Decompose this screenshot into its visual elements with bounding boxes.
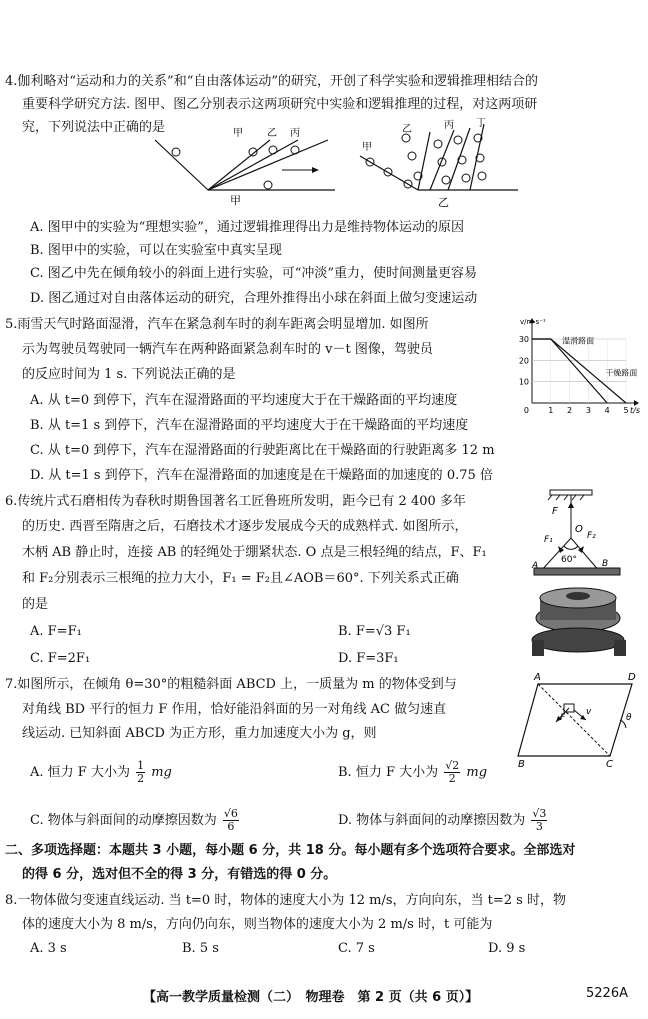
x-tick-label: 3: [585, 406, 591, 415]
y-axis-label: v/m·s⁻¹: [520, 318, 546, 326]
q6-stem-line-4: 和 F₂分别表示三根绳的拉力大小，F₁ = F₂且∠AOB＝60°. 下列关系式正确: [22, 571, 459, 586]
q8-option-d: D. 9 s: [488, 941, 526, 956]
q7-option-b-den: 2: [448, 772, 456, 785]
series-label-wet: 湿滑路面: [562, 336, 595, 346]
figure-jia: [150, 124, 340, 214]
yi-mark-3: 丙: [444, 120, 454, 131]
q8-stem-line-2: 体的速度大小为 8 m/s，方向仍向东，则当物体的速度大小为 2 m/s 时，t 可能为: [22, 917, 493, 932]
series-label-dry: 干燥路面: [605, 368, 638, 378]
q7-option-a-fraction: [136, 760, 145, 785]
incline-label-v: v: [586, 707, 592, 717]
origin-label: 0: [523, 406, 529, 415]
vt-labels: [520, 318, 640, 415]
q7-option-d: [338, 808, 549, 833]
q6-option-b: B. F=√3 F₁: [338, 624, 411, 639]
x-tick-label: 1: [548, 406, 554, 415]
incline-label-d: D: [628, 672, 636, 683]
section2-line-2: 的得 6 分，选对但不全的得 3 分，有错选的得 0 分。: [22, 867, 337, 882]
q7-option-a-prefix: A. 恒力 F 大小为: [30, 765, 130, 780]
q6-option-d: D. F=3F₁: [338, 651, 399, 666]
vt-chart: [514, 315, 648, 415]
q7-option-c-den: 6: [227, 820, 235, 833]
q5-option-d: D. 从 t=1 s 到停下，汽车在湿滑路面的加速度是在干燥路面的加速度的 0.75 倍: [30, 468, 493, 483]
q4-option-c: C. 图乙中先在倾角较小的斜面上进行实验，可“冲淡”重力，使时间测量更容易: [30, 266, 478, 281]
x-axis-label: t/s: [630, 406, 640, 415]
incline-square-figure: [516, 670, 642, 768]
q5-option-b: B. 从 t=1 s 到停下，汽车在湿滑路面的平均速度大于在干燥路面的平均速度: [30, 418, 469, 433]
mill-label-f1: F₁: [544, 535, 553, 545]
figure-yi: [358, 118, 523, 214]
q8-option-a: A. 3 s: [30, 941, 67, 956]
q5-stem-line-3: 的反应时间为 1 s. 下列说法正确的是: [22, 367, 236, 382]
q5-stem-line-2: 示为驾驶员驾驶同一辆汽车在两种路面紧急刹车时的 v－t 图像，驾驶员: [22, 342, 433, 357]
q7-stem-line-3: 线运动. 已知斜面 ABCD 为正方形，重力加速度大小为 g，则: [22, 726, 377, 741]
incline-label-b: B: [518, 759, 525, 768]
q8-stem-line-1: 8.一物体做匀变速直线运动. 当 t=0 时，物体的速度大小为 12 m/s，方向向东，当 t=2 s 时，物: [5, 893, 566, 908]
q5-stem-line-1: 5.雨雪天气时路面湿滑，汽车在紧急刹车时的刹车距离会明显增加. 如图所: [5, 317, 429, 332]
q7-option-c-fraction: [223, 808, 239, 833]
q6-stem-line-2: 的历史. 西晋至隋唐之后，石磨技术才逐步发展成今天的成熟样式. 如图所示，: [22, 519, 468, 534]
yi-mark-2: 乙: [402, 124, 412, 135]
q7-option-a-den: 2: [137, 772, 145, 785]
x-tick-label: 2: [567, 406, 573, 415]
q7-option-a-num: 1: [137, 759, 145, 772]
q7-option-b-num: √2: [445, 759, 460, 772]
q5-option-a: A. 从 t=0 到停下，汽车在湿滑路面的平均速度大于在干燥路面的平均速度: [30, 393, 458, 408]
q4-option-a: A. 图甲中的实验为“理想实验”，通过逻辑推理得出力是维持物体运动的原因: [30, 220, 464, 235]
q7-option-c-num: √6: [223, 807, 238, 820]
q7-option-b-suffix: mg: [466, 765, 488, 780]
q6-stem-line-1: 6.传统片式石磨相传为春秋时期鲁国著名工匠鲁班所发明，距今已有 2 400 多年: [5, 494, 466, 509]
mill-label-f2: F₂: [587, 531, 596, 541]
fig-yi-label: 乙: [438, 196, 449, 209]
q6-stem-line-5: 的是: [22, 597, 49, 612]
q7-option-c-prefix: C. 物体与斜面间的动摩擦因数为: [30, 813, 217, 828]
mill-label-angle: 60°: [561, 555, 577, 565]
jia-mark-3: 丙: [290, 128, 300, 139]
yi-mark-4: 丁: [476, 118, 486, 129]
page-footer: 【高一教学质量检测（二） 物理卷 第 2 页（共 6 页）】: [143, 990, 479, 1005]
q7-option-d-num: √3: [532, 807, 547, 820]
page-code: 5226A: [586, 986, 628, 1001]
incline-label-f: F: [560, 713, 566, 723]
q7-option-b-fraction: [444, 760, 460, 785]
q7-option-d-prefix: D. 物体与斜面间的动摩擦因数为: [338, 813, 526, 828]
stone-mill-figure: [530, 488, 642, 666]
jia-mark-1: 甲: [233, 128, 243, 139]
mill-label-a: A: [532, 561, 539, 571]
q4-stem-line-1: 4.伽利略对“运动和力的关系”和“自由落体运动”的研究，开创了科学实验和逻辑推理相结合的: [5, 74, 538, 89]
incline-label-theta: θ: [626, 713, 632, 723]
q4-stem-line-3: 究，下列说法中正确的是: [22, 120, 166, 135]
mill-label-o: O: [575, 524, 583, 535]
y-tick-label: 30: [518, 335, 529, 344]
q7-option-a-suffix: mg: [151, 765, 172, 780]
x-tick-label: 4: [604, 406, 610, 415]
incline-label-a: A: [534, 672, 541, 683]
q6-option-c: C. F=2F₁: [30, 651, 91, 666]
q7-option-d-fraction: [531, 808, 547, 833]
q7-stem-line-1: 7.如图所示，在倾角 θ=30°的粗糙斜面 ABCD 上，一质量为 m 的物体受到与: [5, 677, 457, 692]
q6-stem-line-3: 木柄 AB 静止时，连接 AB 的轻绳处于绷紧状态. O 点是三根轻绳的结点，F、F₁: [22, 545, 487, 560]
q5-option-c: C. 从 t=0 到停下，汽车在湿滑路面的行驶距离比在干燥路面的行驶距离多 12 m: [30, 443, 495, 458]
q7-option-d-den: 3: [535, 820, 543, 833]
jia-mark-2: 乙: [267, 128, 277, 139]
y-tick-label: 20: [518, 356, 529, 366]
q7-option-b-prefix: B. 恒力 F 大小为: [338, 765, 439, 780]
incline-label-c: C: [606, 759, 613, 768]
q8-option-b: B. 5 s: [182, 941, 219, 956]
mill-label-b: B: [602, 559, 609, 569]
q4-option-b: B. 图甲中的实验，可以在实验室中真实呈现: [30, 243, 282, 258]
y-tick-label: 10: [518, 377, 529, 387]
fig-jia-label: 甲: [230, 194, 241, 207]
q4-stem-line-2: 重要科学研究方法. 图甲、图乙分别表示这两项研究中实验和逻辑推理的过程，对这两项研: [22, 97, 538, 112]
x-tick-label: 5: [623, 406, 629, 415]
q4-option-d: D. 图乙通过对自由落体运动的研究，合理外推得出小球在斜面上做匀变速运动: [30, 291, 478, 306]
q7-option-a: [30, 760, 172, 785]
q6-option-a: A. F=F₁: [30, 624, 82, 639]
q7-stem-line-2: 对角线 BD 平行的恒力 F 作用，恰好能沿斜面的另一对角线 AC 做匀速直: [22, 702, 447, 717]
q7-option-c: [30, 808, 241, 833]
vt-axes: [529, 318, 639, 406]
mill-label-f: F: [552, 506, 558, 517]
q8-option-c: C. 7 s: [338, 941, 375, 956]
section2-line-1: 二、多项选择题：本题共 3 小题，每小题 6 分，共 18 分。每小题有多个选项符合要求。全部选对: [5, 843, 576, 858]
q7-option-b: [338, 760, 487, 785]
yi-mark-1: 甲: [362, 142, 372, 153]
